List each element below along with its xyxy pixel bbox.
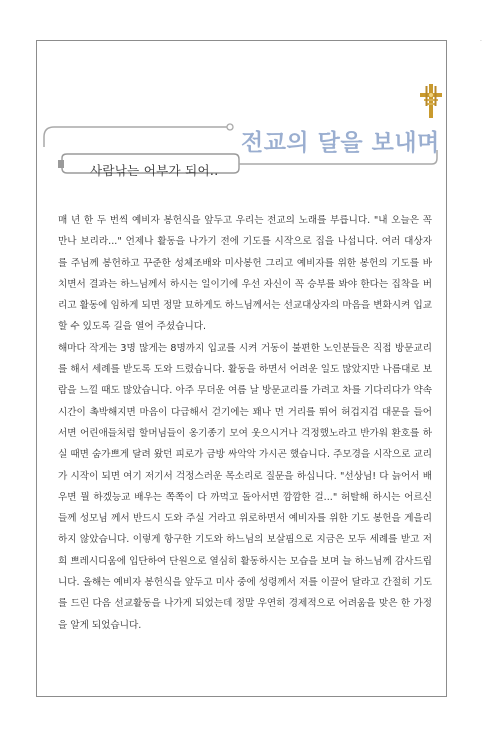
page-title: 전교의 달을 보내며 bbox=[241, 130, 440, 156]
page-subtitle: 사람낚는 어부가 되어.. bbox=[90, 163, 219, 178]
cross-ornament-icon bbox=[418, 84, 444, 118]
article-body bbox=[58, 210, 432, 636]
paragraph: 해마다 작게는 3명 많게는 8명까지 입교를 시켜 거동이 불편한 노인분들은 직접 방문교리를 해서 세례를 받도록 도와 드렸습니다. 활동을 하면서 어려운 일도 많았지만 나름대로 보람을 느낄 때도 많았습니다. 아주 무더운 여름 날 방문교리를 가려고 차를 기다리다가 약속시간이 촉박해지면 마음이 다급해서 걷기에는 꽤나 먼 거리를 뛰어 허겁지겁 대문을 들어서면 어린애들처럼 할머님들이 옹기종기 모여 웃으시거나 걱정했노라고 반가워 환호를 하실 때면 숨가쁘게 달려 왔던 피로가 금방 싸악악 가시곤 했습니다. 주모경을 시작으로 교리가 시작이 되면 여기 저기서 걱정스러운 목소리로 질문을 하십니다. "선상님! 다 늙어서 배우면 뭘 하겠능교 배우는 쪽쪽이 다 까먹고 돌아서면 깜깜한 걸..." 허탈해 하시는 어르신들께 성모님 께서 반드시 도와 주실 거라고 위로하면서 예비자를 위한 기도 봉헌을 게을리 하지 않았습니다. 이렇게 항구한 기도와 하느님의 보살핌으로 지금은 모두 세례를 받고 저희 쁘레시디움에 입단하여 단원으로 열심히 활동하시는 모습을 보며 늘 하느님께 감사드립니다. 올해는 예비자 봉헌식을 앞두고 미사 중에 성령께서 저를 이끌어 달라고 간절히 기도를 드린 다음 선교활동을 나가게 되었는데 정말 우연히 경제적으로 어려움을 맞은 한 가정을 알게 되었습니다. bbox=[58, 342, 432, 631]
paragraph: 매 년 한 두 번씩 예비자 봉헌식을 앞두고 우리는 전교의 노래를 부릅니다. "내 오늘은 꼭 만나 보리라..." 언제나 활동을 나가기 전에 기도를 시작으로 집을 나섭니다. 여러 대상자를 주님께 봉헌하고 꾸준한 성체조배와 미사봉헌 그리고 예비자를 위한 봉헌의 기도를 바치면서 결과는 하느님께서 하시는 일이기에 우선 자신이 꼭 승부를 봐야 한다는 집착을 버리고 활동에 임하게 되면 정말 묘하게도 하느님께서는 선교대상자의 마음을 변화시켜 입교할 수 있도록 길을 열어 주셨습니다. bbox=[58, 215, 432, 333]
corner-mark: · bbox=[480, 38, 482, 45]
